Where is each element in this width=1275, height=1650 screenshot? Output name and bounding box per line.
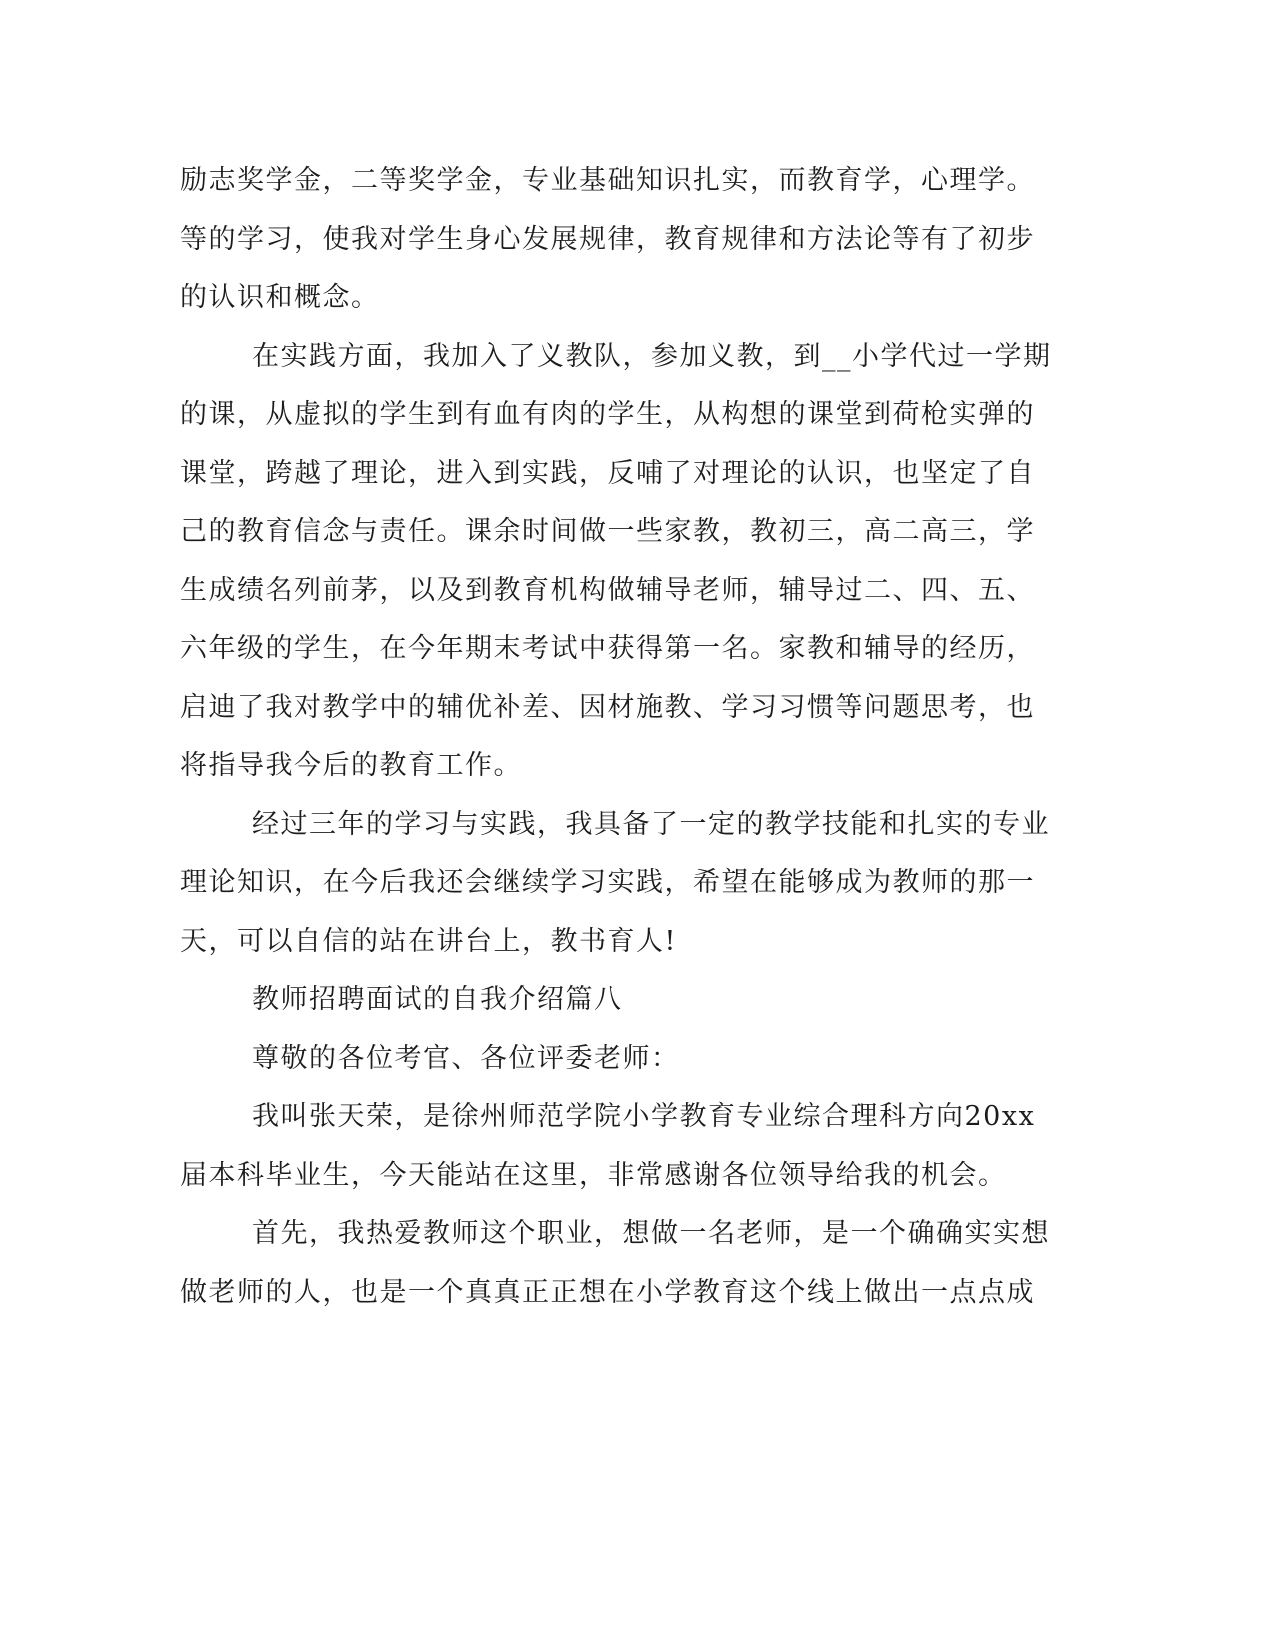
- text-line: 届本科毕业生，今天能站在这里，非常感谢各位领导给我的机会。: [180, 1159, 1007, 1191]
- paragraph-start-line: 经过三年的学习与实践，我具备了一定的教学技能和扎实的专业: [252, 808, 1050, 840]
- text-line: 理论知识，在今后我还会继续学习实践，希望在能够成为教师的那一: [180, 867, 1035, 898]
- text-line: 励志奖学金，二等奖学金，专业基础知识扎实，而教育学，心理学。: [180, 165, 1035, 196]
- text-line: 课堂，跨越了理论，进入到实践，反哺了对理论的认识，也坚定了自: [180, 457, 1035, 489]
- paragraph-start-line: 我叫张天荣，是徐州师范学院小学教育专业综合理科方向20xx: [252, 1101, 1036, 1132]
- text-line: 己的教育信念与责任。课余时间做一些家教，教初三，高二高三，学: [180, 516, 1035, 547]
- text-line: 的认识和概念。: [180, 282, 380, 313]
- text-line: 启迪了我对教学中的辅优补差、因材施教、学习习惯等问题思考，也: [180, 691, 1035, 723]
- text-line: 六年级的学生，在今年期末考试中获得第一名。家教和辅导的经历，: [180, 633, 1035, 664]
- text-line: 等的学习，使我对学生身心发展规律，教育规律和方法论等有了初步: [180, 223, 1035, 255]
- text-line: 的课，从虚拟的学生到有血有肉的学生，从构想的课堂到荷枪实弹的: [180, 399, 1035, 430]
- text-line: 生成绩名列前茅，以及到教育机构做辅导老师，辅导过二、四、五、: [180, 574, 1035, 606]
- paragraph-start-line: 在实践方面，我加入了义教队，参加义教，到__小学代过一学期: [252, 340, 1052, 372]
- body-text: [180, 152, 1060, 1322]
- salutation: 尊敬的各位考官、各位评委老师：: [252, 1042, 680, 1074]
- text-line: 天，可以自信的站在讲台上，教书育人!: [180, 925, 677, 957]
- text-line: 做老师的人，也是一个真真正正想在小学教育这个线上做出一点点成: [180, 1276, 1035, 1308]
- paragraph-start-line: 首先，我热爱教师这个职业，想做一名老师，是一个确确实实想: [252, 1218, 1050, 1249]
- text-line: 将指导我今后的教育工作。: [180, 750, 522, 781]
- section-heading: 教师招聘面试的自我介绍篇八: [252, 984, 623, 1015]
